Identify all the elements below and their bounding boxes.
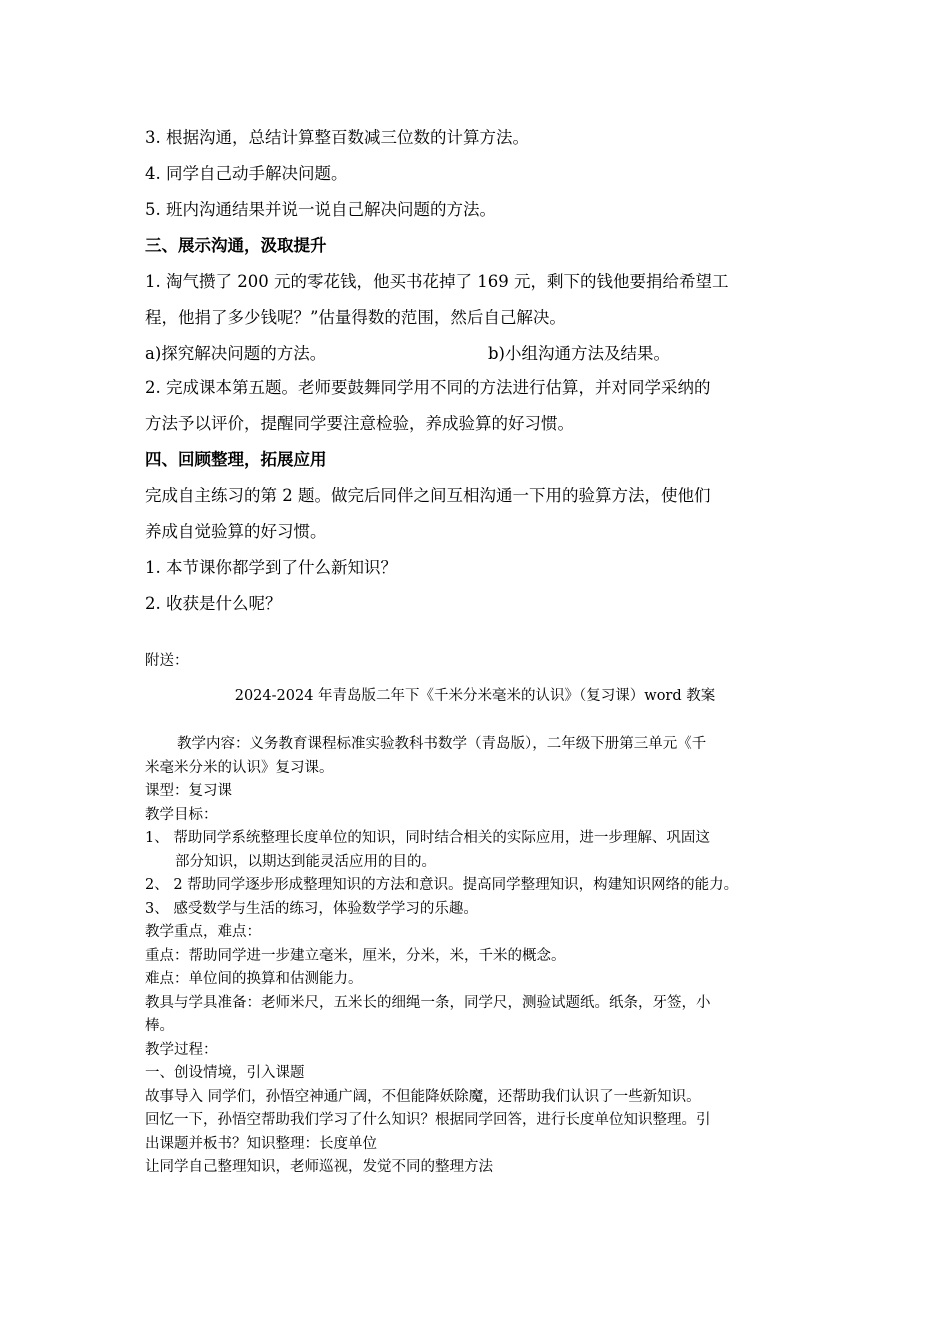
process-label: 教学过程： <box>145 1041 218 1058</box>
review-question-2: 2. 收获是什么呢？ <box>145 594 282 613</box>
appendix-title: 2024-2024 年青岛版二年下《千米分米毫米的认识》（复习课）word 教案 <box>234 688 716 704</box>
last-line: 让同学自己整理知识，老师巡视，发觉不同的整理方法 <box>145 1159 493 1175</box>
question-2-line-2: 方法予以评价，提醒同学要注意检验，养成验算的好习惯。 <box>145 414 574 433</box>
step-item-5: 5. 班内沟通结果并说一说自己解决问题的方法。 <box>145 200 496 219</box>
option-a: a)探究解决问题的方法。 <box>145 344 327 363</box>
question-1-line-2: 程，他捐了多少钱呢？”估量得数的范围，然后自己解决。 <box>145 308 566 327</box>
appendix-body <box>145 733 835 1180</box>
goal-1-line-2: 部分知识，以期达到能灵活应用的目的。 <box>175 853 436 870</box>
goal-1-line-1: 1、 帮助同学系统整理长度单位的知识，同时结合相关的实际应用，进一步理解、巩固这 <box>145 830 710 846</box>
story-line-1: 故事导入 同学们，孙悟空神通广阔，不但能降妖除魔，还帮助我们认识了一些新知识。 <box>145 1088 701 1105</box>
step-item-3: 3. 根据沟通，总结计算整百数减三位数的计算方法。 <box>145 128 529 147</box>
lesson-section-upper <box>145 120 835 622</box>
option-b: b)小组沟通方法及结果。 <box>488 344 670 363</box>
story-line-2: 回忆一下，孙悟空帮助我们学习了什么知识？根据同学回答，进行长度单位知识整理。引 <box>145 1112 711 1128</box>
key-point: 重点：帮助同学进一步建立毫米，厘米，分米，米，千米的概念。 <box>145 947 566 964</box>
story-line-3: 出课题并板书？知识整理：长度单位 <box>145 1135 377 1152</box>
step-item-4: 4. 同学自己动手解决问题。 <box>145 164 348 183</box>
appendix-label-block <box>145 650 835 674</box>
goal-3: 3、 感受数学与生活的练习，体验数学学习的乐趣。 <box>145 900 478 917</box>
question-1-options <box>145 336 835 370</box>
difficulty-point: 难点：单位间的换算和估测能力。 <box>145 971 363 987</box>
content-line-2: 米毫米分米的认识》复习课。 <box>145 759 334 776</box>
goal-2: 2、 2 帮助同学逐步形成整理知识的方法和意识。提高同学整理知识，构建知识网络的能力。 <box>145 877 739 893</box>
review-question-1: 1. 本节课你都学到了什么新知识？ <box>145 558 397 577</box>
tools-line-2: 棒。 <box>145 1018 174 1034</box>
tools-line-1: 教具与学具准备：老师米尺，五米长的细绳一条，同学尺，测验试题纸。纸条，牙签，小 <box>145 994 711 1011</box>
appendix-label: 附送： <box>145 653 189 669</box>
goals-label: 教学目标： <box>145 806 218 823</box>
section-heading-3: 三、展示沟通，汲取提升 <box>145 236 327 255</box>
question-2-line-1: 2. 完成课本第五题。老师要鼓舞同学用不同的方法进行估算，并对同学采纳的 <box>145 378 711 397</box>
lesson-type: 课型：复习课 <box>145 783 232 799</box>
key-points-label: 教学重点，难点： <box>145 924 261 940</box>
paragraph-4-line-2: 养成自觉验算的好习惯。 <box>145 522 327 541</box>
content-line-1: 教学内容：义务教育课程标准实验教科书数学（青岛版），二年级下册第三单元《千 <box>177 736 707 752</box>
process-step-1: 一、创设情境，引入课题 <box>145 1065 305 1081</box>
question-1-line-1: 1. 淘气攒了 200 元的零花钱，他买书花掉了 169 元，剩下的钱他要捐给希望工 <box>145 272 729 291</box>
section-heading-4: 四、回顾整理，拓展应用 <box>145 450 327 469</box>
paragraph-4-line-1: 完成自主练习的第 2 题。做完后同伴之间互相沟通一下用的验算方法，使他们 <box>145 486 711 505</box>
